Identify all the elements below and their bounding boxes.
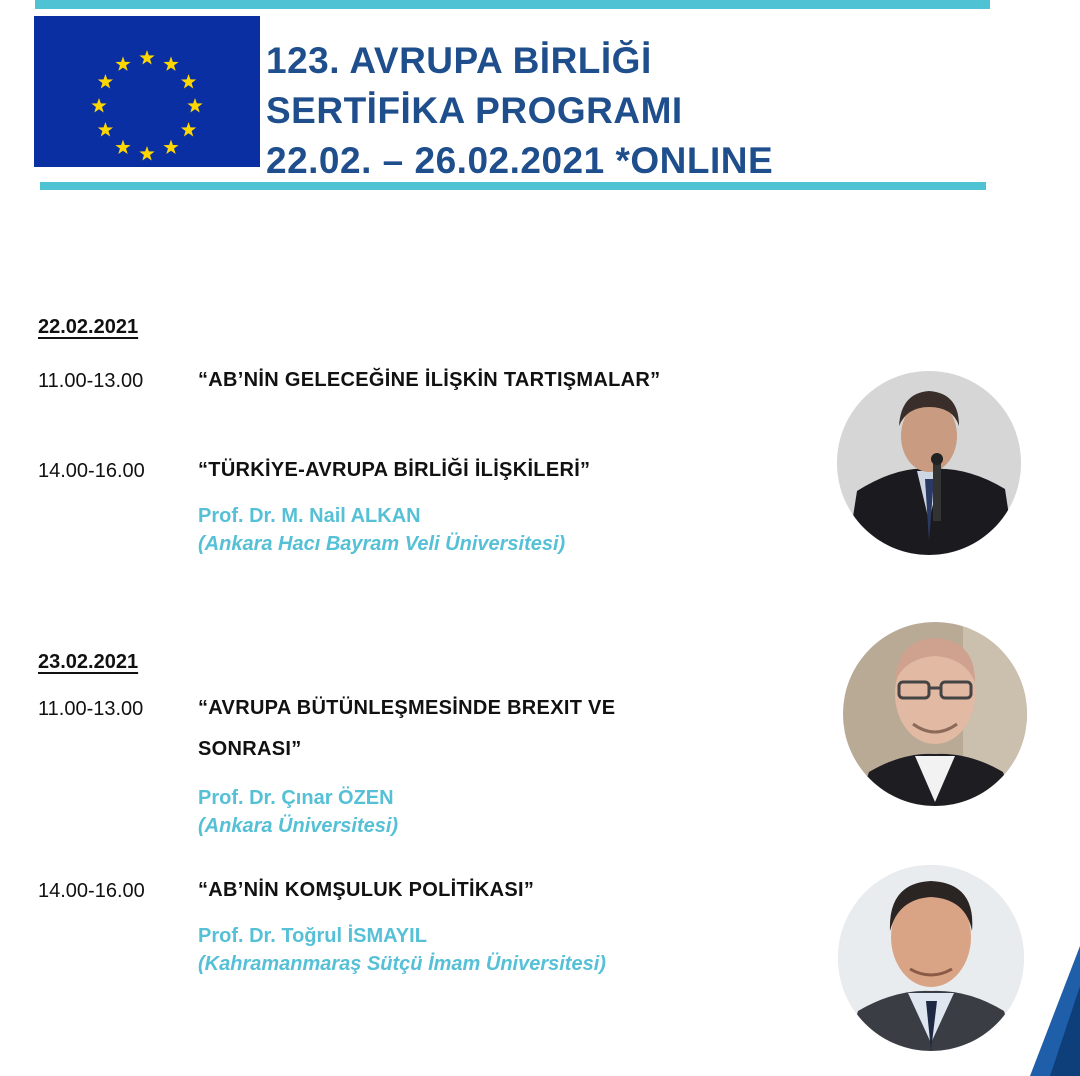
day2-date: 23.02.2021 [38,651,139,673]
speaker-photo-alkan [837,371,1021,555]
eu-star-icon [91,98,106,112]
eu-star-icon [115,56,130,70]
speaker-name: Prof. Dr. M. Nail ALKAN [198,505,421,527]
topic-line-2: SONRASI” [198,738,302,760]
header-divider-rule [40,182,986,190]
speaker-photo-ismayil [838,865,1024,1051]
speaker-affiliation: (Ankara Üniversitesi) [198,815,399,837]
eu-flag-icon [34,16,260,167]
day1-session2-topic: “TÜRKİYE-AVRUPA BİRLİĞİ İLİŞKİLERİ” [198,459,591,481]
eu-star-icon [115,140,130,154]
day2-session1-topic [198,688,615,770]
eu-star-icon [98,74,113,88]
eu-star-icon [163,140,178,154]
day2-session1-time: 11.00-13.00 [38,698,144,720]
day2-session2-speaker [198,922,606,978]
day1-date: 22.02.2021 [38,316,139,338]
day2-session2-topic: “AB’NİN KOMŞULUK POLİTİKASI” [198,879,535,901]
day1-session1-topic: “AB’NİN GELECEĞİNE İLİŞKİN TARTIŞMALAR” [198,369,661,391]
speaker-photo-ozen [843,622,1027,806]
eu-star-icon [181,74,196,88]
day2-session2-time: 14.00-16.00 [38,880,145,902]
speaker-affiliation: (Ankara Hacı Bayram Veli Üniversitesi) [198,533,566,555]
day1-session2-speaker [198,502,565,558]
eu-star-icon [98,122,113,136]
day2-session1-speaker [198,784,398,840]
title-line-3: 22.02. – 26.02.2021 *ONLINE [266,140,774,181]
page-title [266,36,773,186]
speaker-affiliation: (Kahramanmaraş Sütçü İmam Üniversitesi) [198,953,606,975]
eu-star-icon [139,146,154,160]
speaker-name: Prof. Dr. Toğrul İSMAYIL [198,925,427,947]
day1-session2-time: 14.00-16.00 [38,460,145,482]
day1-session1-time: 11.00-13.00 [38,370,144,392]
topic-line-1: “AVRUPA BÜTÜNLEŞMESİNDE BREXIT VE [198,697,616,719]
speaker-name: Prof. Dr. Çınar ÖZEN [198,787,394,809]
title-line-2: SERTİFİKA PROGRAMI [266,90,683,131]
eu-star-icon [181,122,196,136]
title-line-1: 123. AVRUPA BİRLİĞİ [266,40,652,81]
corner-decoration [1010,946,1080,1076]
eu-star-icon [139,50,154,64]
eu-star-icon [163,56,178,70]
top-accent-rule [35,0,990,9]
eu-star-icon [187,98,202,112]
